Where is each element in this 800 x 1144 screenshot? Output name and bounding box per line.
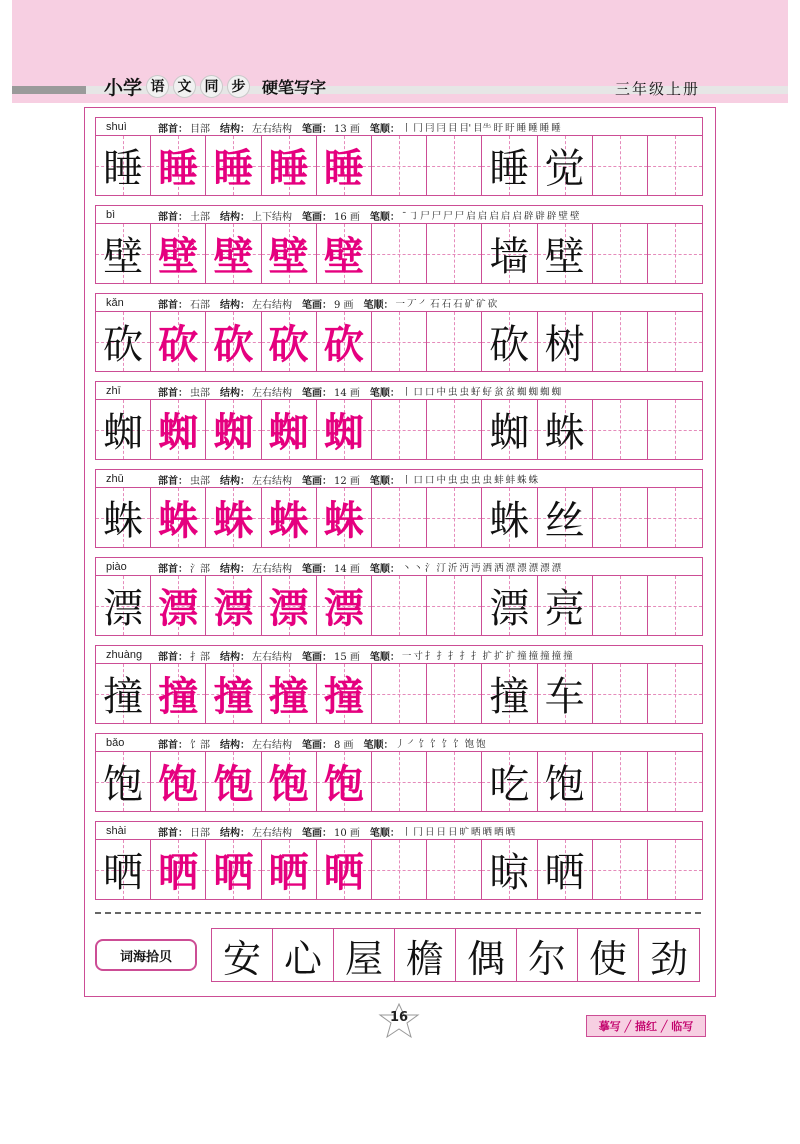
tianzige-grid — [95, 575, 703, 634]
trace-char-cell-glyph: 撞 — [323, 673, 364, 720]
trace-char-cell-glyph: 睡 — [158, 145, 199, 192]
empty-practice-cell — [426, 663, 482, 724]
tianzige-grid — [95, 487, 703, 546]
trace-char-cell — [150, 135, 206, 196]
empty-practice-cell — [371, 751, 427, 812]
char-info-bar — [95, 205, 703, 224]
radical-label: 部首： — [158, 123, 188, 135]
empty-practice-cell — [592, 223, 648, 284]
trace-char-cell-glyph: 蛛 — [268, 497, 309, 544]
trace-char-cell — [316, 487, 372, 548]
word-char-cell-glyph: 树 — [544, 322, 585, 368]
trace-char-cell-glyph: 睡 — [213, 145, 254, 192]
model-char-cell-glyph: 蛛 — [103, 498, 144, 544]
word-char-cell — [481, 839, 537, 900]
empty-practice-cell — [592, 487, 648, 548]
stroke-order-label: 笔顺： — [363, 299, 394, 311]
vocab-section — [95, 926, 701, 984]
pinyin: kǎn — [106, 297, 124, 309]
word-char-cell — [537, 839, 593, 900]
structure-label: 结构： — [220, 651, 250, 663]
practice-row — [95, 381, 703, 465]
trace-char-cell — [150, 487, 206, 548]
empty-practice-cell — [647, 311, 703, 372]
pinyin: shuì — [106, 121, 127, 133]
empty-practice-cell — [426, 135, 482, 196]
word-char-cell — [537, 135, 593, 196]
word-char-cell — [537, 311, 593, 372]
stroke-order-value: ˉ ㇆ 尸 尸 尸 尸 启 启 启 启 启 辟 辟 辟 壁 壁 — [401, 211, 579, 222]
radical-label: 部首： — [158, 739, 188, 751]
tianzige-grid — [95, 839, 703, 898]
empty-practice-cell — [371, 575, 427, 636]
empty-practice-cell — [647, 223, 703, 284]
stroke-count-value: 10 画 — [334, 827, 360, 839]
header-rule-accent — [12, 86, 86, 94]
trace-char-cell — [205, 311, 261, 372]
word-char-cell — [537, 399, 593, 460]
empty-practice-cell — [592, 663, 648, 724]
empty-practice-cell — [592, 135, 648, 196]
stroke-count-label: 笔画： — [302, 211, 332, 223]
title-circle-2: 文 — [173, 75, 196, 98]
word-char-cell — [481, 487, 537, 548]
radical-value: 虫部 — [190, 387, 210, 399]
stroke-order-value: 一 寸 扌 扌 扌 扌 扌 扩 扩 扩 撞 撞 撞 撞 撞 — [401, 651, 573, 662]
stroke-order-label: 笔顺： — [369, 651, 400, 663]
model-char-cell-glyph: 砍 — [103, 322, 144, 368]
trace-char-cell-glyph: 晒 — [268, 849, 309, 896]
vocab-label: 词海拾贝 — [95, 939, 197, 971]
practice-panel — [84, 107, 716, 997]
trace-char-cell-glyph: 撞 — [158, 673, 199, 720]
trace-char-cell-glyph: 饱 — [323, 761, 364, 808]
practice-row — [95, 117, 703, 201]
practice-row — [95, 469, 703, 553]
structure-value: 左右结构 — [252, 563, 292, 575]
model-char-cell — [95, 839, 151, 900]
structure-label: 结构： — [220, 211, 250, 223]
empty-practice-cell — [647, 839, 703, 900]
structure-value: 左右结构 — [252, 651, 292, 663]
stroke-count-label: 笔画： — [302, 827, 332, 839]
stroke-order-label: 笔顺： — [369, 827, 400, 839]
empty-practice-cell — [371, 399, 427, 460]
trace-char-cell-glyph: 蜘 — [323, 409, 364, 456]
pinyin: zhuàng — [106, 649, 143, 661]
trace-char-cell-glyph: 砍 — [323, 321, 364, 368]
trace-char-cell-glyph: 睡 — [323, 145, 364, 192]
vocab-cell: 安 — [211, 928, 273, 982]
word-char-cell-glyph: 车 — [544, 674, 585, 720]
practice-row — [95, 205, 703, 289]
title-circle-3: 同 — [200, 75, 223, 98]
trace-char-cell — [261, 223, 317, 284]
trace-char-cell — [205, 839, 261, 900]
trace-char-cell-glyph: 壁 — [158, 233, 199, 280]
stroke-count-label: 笔画： — [302, 651, 332, 663]
radical-value: 土部 — [190, 211, 210, 223]
empty-practice-cell — [647, 751, 703, 812]
trace-char-cell — [316, 135, 372, 196]
empty-practice-cell — [426, 575, 482, 636]
trace-char-cell — [205, 135, 261, 196]
practice-row — [95, 733, 703, 817]
footer-tag: 摹写 ╱ 描红 ╱ 临写 — [586, 1015, 706, 1037]
stroke-count-value: 13 画 — [334, 123, 360, 135]
stroke-count-value: 12 画 — [334, 475, 360, 487]
structure-value: 左右结构 — [252, 123, 292, 135]
trace-char-cell-glyph: 漂 — [213, 585, 254, 632]
tianzige-grid — [95, 399, 703, 458]
trace-char-cell — [150, 839, 206, 900]
word-char-cell-glyph: 蜘 — [489, 410, 530, 456]
stroke-order-label: 笔顺： — [369, 387, 400, 399]
word-char-cell-glyph: 吃 — [489, 762, 530, 808]
model-char-cell-glyph: 蜘 — [103, 410, 144, 456]
stroke-order-label: 笔顺： — [369, 123, 400, 135]
trace-char-cell — [316, 575, 372, 636]
stroke-order-label: 笔顺： — [369, 211, 400, 223]
char-info-bar — [95, 117, 703, 136]
word-char-cell-glyph: 睡 — [489, 146, 530, 192]
pinyin: bǎo — [106, 737, 125, 749]
empty-practice-cell — [371, 135, 427, 196]
word-char-cell — [537, 487, 593, 548]
radical-value: 日部 — [190, 827, 210, 839]
model-char-cell — [95, 223, 151, 284]
practice-row — [95, 821, 703, 905]
pinyin: zhū — [106, 473, 124, 485]
empty-practice-cell — [426, 223, 482, 284]
word-char-cell-glyph: 墙 — [489, 234, 530, 280]
trace-char-cell — [261, 839, 317, 900]
trace-char-cell — [261, 663, 317, 724]
trace-char-cell-glyph: 饱 — [268, 761, 309, 808]
model-char-cell — [95, 487, 151, 548]
stroke-count-label: 笔画： — [302, 563, 332, 575]
trace-char-cell — [261, 751, 317, 812]
vocab-cell: 心 — [272, 928, 334, 982]
trace-char-cell-glyph: 蛛 — [158, 497, 199, 544]
grade-label: 三年级上册 — [614, 80, 700, 98]
stroke-count-value: 16 画 — [334, 211, 360, 223]
trace-char-cell — [205, 223, 261, 284]
stroke-count-label: 笔画： — [302, 123, 332, 135]
stroke-order-label: 笔顺： — [369, 563, 400, 575]
structure-label: 结构： — [220, 387, 250, 399]
char-info-bar — [95, 557, 703, 576]
radical-label: 部首： — [158, 651, 188, 663]
vocab-cell: 劲 — [638, 928, 700, 982]
empty-practice-cell — [371, 487, 427, 548]
empty-practice-cell — [647, 487, 703, 548]
trace-char-cell-glyph: 漂 — [268, 585, 309, 632]
empty-practice-cell — [592, 839, 648, 900]
stroke-count-value: 14 画 — [334, 387, 360, 399]
tianzige-grid — [95, 311, 703, 370]
word-char-cell-glyph: 蛛 — [544, 410, 585, 456]
radical-label: 部首： — [158, 827, 188, 839]
word-char-cell — [537, 223, 593, 284]
stroke-order-value: 丶 丶 氵 汀 沂 沔 沔 洒 洒 漂 漂 漂 漂 漂 — [401, 563, 561, 574]
trace-char-cell-glyph: 漂 — [323, 585, 364, 632]
tianzige-grid — [95, 135, 703, 194]
stroke-order-value: 丨 口 口 中 虫 虫 虫 虫 蚌 蚌 蛛 蛛 — [401, 475, 538, 486]
trace-char-cell-glyph: 晒 — [323, 849, 364, 896]
trace-char-cell-glyph: 壁 — [323, 233, 364, 280]
stroke-order-value: 丨 冂 冃 冃 目 目' 目⺧ 盱 盱 睡 睡 睡 睡 — [401, 123, 561, 134]
pinyin: bì — [106, 209, 116, 221]
word-char-cell-glyph: 丝 — [544, 498, 585, 544]
model-char-cell-glyph: 睡 — [103, 146, 144, 192]
char-info-bar — [95, 381, 703, 400]
radical-label: 部首： — [158, 387, 188, 399]
radical-label: 部首： — [158, 475, 188, 487]
empty-practice-cell — [371, 663, 427, 724]
trace-char-cell-glyph: 砍 — [213, 321, 254, 368]
model-char-cell — [95, 399, 151, 460]
tianzige-grid — [95, 663, 703, 722]
char-info-bar — [95, 821, 703, 840]
practice-row — [95, 557, 703, 641]
trace-char-cell-glyph: 饱 — [213, 761, 254, 808]
char-info-bar — [95, 293, 703, 312]
radical-value: 石部 — [190, 299, 210, 311]
empty-practice-cell — [592, 311, 648, 372]
trace-char-cell-glyph: 砍 — [158, 321, 199, 368]
title-circle-4: 步 — [227, 75, 250, 98]
trace-char-cell — [261, 311, 317, 372]
vocab-cell: 檐 — [394, 928, 456, 982]
word-char-cell-glyph: 撞 — [489, 674, 530, 720]
trace-char-cell-glyph: 撞 — [268, 673, 309, 720]
model-char-cell-glyph: 饱 — [103, 762, 144, 808]
trace-char-cell-glyph: 漂 — [158, 585, 199, 632]
trace-char-cell — [150, 223, 206, 284]
model-char-cell-glyph: 晒 — [103, 850, 144, 896]
trace-char-cell-glyph: 晒 — [158, 849, 199, 896]
structure-label: 结构： — [220, 123, 250, 135]
pinyin: piào — [106, 561, 127, 573]
empty-practice-cell — [426, 487, 482, 548]
char-info-bar — [95, 469, 703, 488]
title-circle-1: 语 — [146, 75, 169, 98]
trace-char-cell-glyph: 壁 — [268, 233, 309, 280]
stroke-order-value: 丨 冂 日 日 日 旷 晒 晒 晒 晒 — [401, 827, 515, 838]
trace-char-cell-glyph: 撞 — [213, 673, 254, 720]
book-title — [104, 72, 326, 100]
stroke-order-value: 丿 ㇒ 饣 饣 饣 饣 饱 饱 — [395, 739, 486, 750]
empty-practice-cell — [426, 751, 482, 812]
trace-char-cell-glyph: 壁 — [213, 233, 254, 280]
structure-label: 结构： — [220, 299, 250, 311]
trace-char-cell-glyph: 蜘 — [213, 409, 254, 456]
word-char-cell-glyph: 晾 — [489, 850, 530, 896]
dashed-separator — [95, 912, 701, 914]
radical-value: 扌部 — [190, 651, 210, 663]
stroke-count-label: 笔画： — [302, 299, 332, 311]
trace-char-cell-glyph: 晒 — [213, 849, 254, 896]
vocab-cell: 使 — [577, 928, 639, 982]
word-char-cell-glyph: 觉 — [544, 146, 585, 192]
trace-char-cell — [261, 487, 317, 548]
radical-label: 部首： — [158, 211, 188, 223]
trace-char-cell — [205, 663, 261, 724]
model-char-cell — [95, 575, 151, 636]
stroke-order-label: 笔顺： — [363, 739, 394, 751]
structure-label: 结构： — [220, 475, 250, 487]
stroke-order-value: 一 丆 ㇒ 石 石 石 矿 矿 砍 — [395, 299, 497, 310]
char-info-bar — [95, 733, 703, 752]
trace-char-cell — [205, 399, 261, 460]
trace-char-cell — [316, 751, 372, 812]
title-subtitle: 硬笔写字 — [262, 77, 327, 97]
word-char-cell-glyph: 饱 — [544, 762, 585, 808]
word-char-cell — [481, 575, 537, 636]
trace-char-cell — [150, 399, 206, 460]
structure-label: 结构： — [220, 563, 250, 575]
word-char-cell — [537, 575, 593, 636]
trace-char-cell — [316, 839, 372, 900]
word-char-cell — [481, 311, 537, 372]
word-char-cell-glyph: 晒 — [544, 850, 585, 896]
trace-char-cell — [261, 399, 317, 460]
trace-char-cell-glyph: 砍 — [268, 321, 309, 368]
pinyin: shài — [106, 825, 127, 837]
stroke-count-label: 笔画： — [302, 739, 332, 751]
trace-char-cell — [261, 575, 317, 636]
word-char-cell-glyph: 漂 — [489, 586, 530, 632]
trace-char-cell — [205, 575, 261, 636]
trace-char-cell — [316, 223, 372, 284]
practice-row — [95, 645, 703, 729]
trace-char-cell — [150, 311, 206, 372]
word-char-cell-glyph: 亮 — [544, 586, 585, 632]
word-char-cell-glyph: 壁 — [544, 234, 585, 280]
model-char-cell-glyph: 撞 — [103, 674, 144, 720]
structure-label: 结构： — [220, 739, 250, 751]
empty-practice-cell — [371, 839, 427, 900]
structure-label: 结构： — [220, 827, 250, 839]
empty-practice-cell — [592, 399, 648, 460]
radical-value: 饣部 — [190, 739, 210, 751]
practice-row — [95, 293, 703, 377]
empty-practice-cell — [371, 311, 427, 372]
title-brand: 小学 — [104, 76, 143, 99]
stroke-count-value: 14 画 — [334, 563, 360, 575]
stroke-order-label: 笔顺： — [369, 475, 400, 487]
vocab-words — [211, 928, 700, 982]
model-char-cell-glyph: 壁 — [103, 234, 144, 280]
word-char-cell — [537, 751, 593, 812]
empty-practice-cell — [426, 839, 482, 900]
trace-char-cell — [205, 751, 261, 812]
word-char-cell — [481, 399, 537, 460]
page-number: 16 — [389, 1010, 409, 1025]
structure-value: 左右结构 — [252, 299, 292, 311]
empty-practice-cell — [426, 399, 482, 460]
trace-char-cell-glyph: 饱 — [158, 761, 199, 808]
empty-practice-cell — [371, 223, 427, 284]
radical-value: 氵部 — [190, 563, 210, 575]
vocab-cell: 尔 — [516, 928, 578, 982]
model-char-cell — [95, 751, 151, 812]
tianzige-grid — [95, 751, 703, 810]
structure-value: 左右结构 — [252, 739, 292, 751]
trace-char-cell-glyph: 蜘 — [158, 409, 199, 456]
trace-char-cell-glyph: 蜘 — [268, 409, 309, 456]
trace-char-cell — [316, 399, 372, 460]
trace-char-cell — [150, 751, 206, 812]
stroke-count-label: 笔画： — [302, 387, 332, 399]
vocab-cell: 偶 — [455, 928, 517, 982]
trace-char-cell — [316, 663, 372, 724]
word-char-cell — [481, 663, 537, 724]
empty-practice-cell — [647, 399, 703, 460]
char-info-bar — [95, 645, 703, 664]
stroke-order-value: 丨 口 口 中 虫 虫 虸 虸 蚠 蚠 蜘 蜘 蜘 蜘 — [401, 387, 561, 398]
stroke-count-label: 笔画： — [302, 475, 332, 487]
model-char-cell — [95, 311, 151, 372]
stroke-count-value: 9 画 — [334, 299, 354, 311]
trace-char-cell-glyph: 蛛 — [323, 497, 364, 544]
trace-char-cell-glyph: 蛛 — [213, 497, 254, 544]
trace-char-cell-glyph: 睡 — [268, 145, 309, 192]
empty-practice-cell — [647, 135, 703, 196]
empty-practice-cell — [647, 575, 703, 636]
structure-value: 上下结构 — [252, 211, 292, 223]
structure-value: 左右结构 — [252, 475, 292, 487]
structure-value: 左右结构 — [252, 387, 292, 399]
stroke-count-value: 15 画 — [334, 651, 360, 663]
tianzige-grid — [95, 223, 703, 282]
model-char-cell — [95, 135, 151, 196]
vocab-cell: 屋 — [333, 928, 395, 982]
trace-char-cell — [205, 487, 261, 548]
word-char-cell-glyph: 蛛 — [489, 498, 530, 544]
trace-char-cell — [150, 663, 206, 724]
empty-practice-cell — [647, 663, 703, 724]
empty-practice-cell — [426, 311, 482, 372]
stroke-count-value: 8 画 — [334, 739, 354, 751]
model-char-cell — [95, 663, 151, 724]
word-char-cell-glyph: 砍 — [489, 322, 530, 368]
empty-practice-cell — [592, 751, 648, 812]
pinyin: zhī — [106, 385, 121, 397]
structure-value: 左右结构 — [252, 827, 292, 839]
radical-value: 目部 — [190, 123, 210, 135]
empty-practice-cell — [592, 575, 648, 636]
radical-label: 部首： — [158, 299, 188, 311]
word-char-cell — [481, 751, 537, 812]
word-char-cell — [537, 663, 593, 724]
word-char-cell — [481, 135, 537, 196]
radical-value: 虫部 — [190, 475, 210, 487]
model-char-cell-glyph: 漂 — [103, 586, 144, 632]
radical-label: 部首： — [158, 563, 188, 575]
trace-char-cell — [261, 135, 317, 196]
word-char-cell — [481, 223, 537, 284]
trace-char-cell — [150, 575, 206, 636]
trace-char-cell — [316, 311, 372, 372]
